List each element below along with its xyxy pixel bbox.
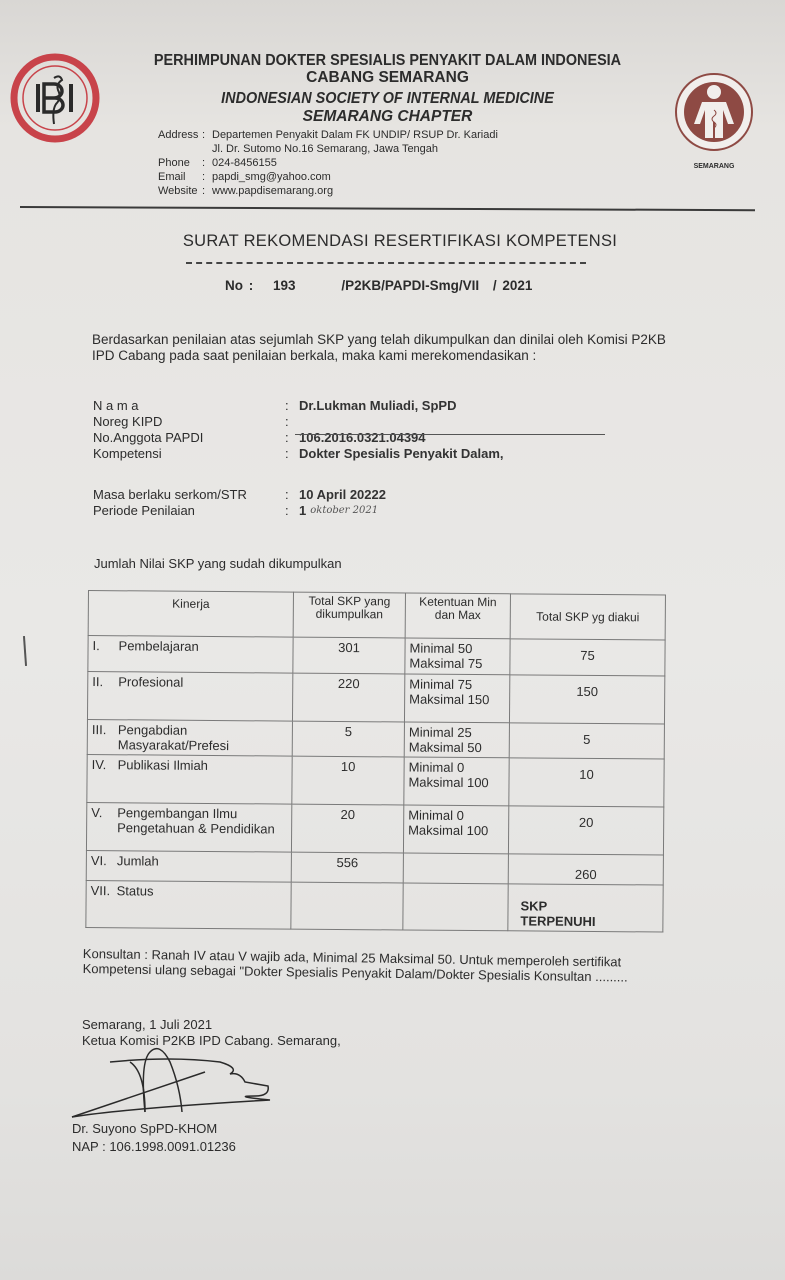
field-label: Periode Penilaian	[93, 503, 195, 518]
field-label: No.Anggota PAPDI	[93, 430, 204, 445]
kinerja-cell	[87, 672, 292, 722]
papdi-logo	[668, 70, 760, 170]
field-separator: :	[285, 414, 289, 429]
status-value: SKP TERPENUHI	[520, 898, 596, 929]
diakui-cell	[508, 806, 663, 855]
kinerja-label: Pengembangan Ilmu Pengetahuan & Pendidikan	[117, 805, 275, 837]
number-year: / 2021	[492, 278, 533, 293]
row-number: I.	[92, 638, 100, 654]
papdi-logo-caption: SEMARANG	[693, 163, 735, 170]
noreg-underline	[295, 434, 605, 435]
contact-website	[158, 184, 498, 198]
document-number	[225, 278, 546, 293]
row-number: V.	[91, 805, 103, 821]
number-value: 193	[273, 278, 296, 293]
handwritten-date: oktober 2021	[310, 505, 379, 516]
contact-label: Address	[158, 129, 199, 141]
header-ketentuan: Ketentuan Min dan Max	[405, 593, 510, 639]
header-diakui: Total SKP yg diakui	[510, 594, 665, 640]
diakui-cell	[510, 639, 665, 676]
ketentuan-cell: Minimal 0 Maksimal 100	[403, 805, 508, 854]
org-branch: CABANG SEMARANG	[306, 69, 469, 86]
row-number: IV.	[91, 757, 107, 773]
kinerja-label: Pembelajaran	[118, 638, 199, 654]
field-label: Kompetensi	[93, 446, 162, 461]
kinerja-cell	[86, 802, 291, 852]
field-masa-berlaku	[93, 487, 386, 503]
field-separator: :	[285, 430, 289, 445]
field-label: Masa berlaku serkom/STR	[93, 487, 247, 502]
row-number: III.	[91, 722, 107, 738]
margin-pen-mark	[23, 636, 27, 666]
field-separator: :	[285, 503, 289, 518]
ketentuan-cell	[403, 853, 508, 884]
signer-position: Ketua Komisi P2KB IPD Cabang. Semarang,	[82, 1033, 341, 1048]
contact-separator: :	[202, 129, 206, 141]
table-caption: Jumlah Nilai SKP yang sudah dikumpulkan	[94, 556, 342, 571]
row-number: II.	[92, 674, 104, 690]
row-number: VII.	[90, 883, 111, 899]
field-value: 106.2016.0321.04394	[299, 430, 426, 445]
contact-separator: :	[202, 157, 206, 169]
table-row	[87, 672, 664, 725]
table-row-status	[86, 880, 663, 932]
ketentuan-cell: Minimal 0 Maksimal 100	[404, 757, 509, 806]
total-cell: 220	[292, 673, 404, 722]
contact-label	[158, 142, 202, 156]
table-row	[87, 719, 664, 759]
header-kinerja: Kinerja	[88, 591, 293, 638]
total-cell: 301	[293, 637, 405, 674]
field-label: N a m a	[93, 398, 139, 413]
contact-value: papdi_smg@yahoo.com	[212, 171, 331, 183]
papdi-emblem-icon	[668, 70, 760, 156]
contact-label: Website	[158, 185, 198, 197]
signer-name: Dr. Suyono SpPD-KHOM	[72, 1121, 218, 1136]
contact-value: Departemen Penyakit Dalam FK UNDIP/ RSUP Dr. Kariadi	[212, 129, 498, 141]
contact-separator: :	[202, 185, 206, 197]
place-date: Semarang, 1 Juli 2021	[82, 1017, 213, 1032]
diakui-value: 10	[579, 766, 594, 782]
validity-fields	[93, 487, 386, 519]
kinerja-cell	[87, 754, 292, 804]
org-name-english: INDONESIAN SOCIETY OF INTERNAL MEDICINE	[221, 90, 554, 107]
idbi-logo-icon	[10, 52, 100, 144]
signer-nap: NAP : 106.1998.0091.01236	[72, 1139, 236, 1154]
contact-value: 024-8456155	[212, 157, 277, 169]
contact-value: www.papdisemarang.org	[212, 185, 334, 197]
signer-block	[72, 1120, 236, 1156]
ketentuan-cell: Minimal 75 Maksimal 150	[404, 674, 509, 723]
identity-fields	[93, 398, 503, 462]
field-value: 1	[299, 503, 307, 518]
diakui-cell	[509, 675, 664, 724]
row-number: VI.	[90, 853, 107, 869]
diakui-cell	[509, 723, 664, 759]
kinerja-cell	[87, 719, 292, 756]
contact-email	[158, 170, 498, 184]
kinerja-cell	[86, 880, 291, 929]
diakui-value: 75	[580, 647, 595, 663]
field-separator: :	[285, 487, 289, 502]
kinerja-label: Pengabdian Masyarakat/Prefesi	[117, 722, 230, 754]
table-row	[87, 754, 664, 807]
field-value: Dr.Lukman Muliadi, SpPD	[299, 398, 457, 413]
total-cell: 20	[291, 804, 403, 853]
handwritten-signature-icon	[70, 1042, 290, 1122]
field-kompetensi	[93, 446, 503, 462]
table-row	[86, 802, 663, 855]
contact-separator	[202, 142, 212, 156]
kinerja-cell	[86, 850, 291, 882]
table-header-row	[88, 591, 665, 641]
title-dashed-rule	[186, 262, 586, 264]
contact-label: Phone	[158, 157, 190, 169]
kinerja-label: Profesional	[118, 674, 184, 690]
document-title: SURAT REKOMENDASI RESERTIFIKASI KOMPETENSI	[182, 232, 618, 250]
field-value: 10 April 20222	[299, 487, 386, 502]
intro-paragraph: Berdasarkan penilaian atas sejumlah SKP yang telah dikumpulkan dan dinilai oleh Komisi P2KB IPD Cabang pada saat penilaian berkala, maka kami merekomendasikan :	[92, 332, 666, 363]
diakui-cell	[508, 854, 663, 885]
ketentuan-cell: Minimal 50 Maksimal 75	[405, 638, 510, 675]
field-periode-penilaian	[93, 503, 386, 519]
field-nama	[93, 398, 503, 414]
diakui-cell	[509, 758, 664, 807]
field-label: Noreg KIPD	[93, 414, 163, 429]
total-cell: 5	[292, 721, 404, 757]
field-value: Dokter Spesialis Penyakit Dalam,	[299, 446, 504, 461]
org-chapter: SEMARANG CHAPTER	[302, 108, 473, 125]
kinerja-cell	[88, 636, 293, 674]
org-name: PERHIMPUNAN DOKTER SPESIALIS PENYAKIT DALAM INDONESIA	[153, 52, 622, 69]
number-label: No :	[225, 278, 254, 293]
kinerja-label: Jumlah	[116, 853, 159, 869]
kinerja-label: Publikasi Ilmiah	[117, 757, 209, 773]
status-cell	[508, 884, 663, 932]
field-separator: :	[285, 398, 289, 413]
ketentuan-cell	[403, 883, 508, 931]
total-cell	[291, 882, 403, 930]
diakui-value: 260	[574, 866, 597, 883]
contact-separator: :	[202, 171, 206, 183]
diakui-value: 5	[583, 731, 591, 747]
field-noreg-kipd	[93, 414, 503, 430]
total-cell: 10	[292, 756, 404, 805]
field-separator: :	[285, 446, 289, 461]
ketentuan-cell: Minimal 25 Maksimal 50	[404, 722, 509, 758]
contact-block	[158, 128, 498, 198]
table-row-total	[86, 850, 663, 885]
field-no-anggota	[93, 430, 503, 446]
contact-value: Jl. Dr. Sutomo No.16 Semarang, Jawa Tengah	[212, 143, 439, 155]
kinerja-label: Status	[116, 883, 154, 899]
header-total-skp: Total SKP yang dikumpulkan	[293, 592, 405, 638]
contact-address	[158, 128, 498, 142]
contact-phone	[158, 156, 498, 170]
diakui-value: 150	[576, 683, 599, 700]
header-divider	[20, 206, 755, 211]
consultant-note: Konsultan : Ranah IV atau V wajib ada, Minimal 25 Maksimal 50. Untuk memperoleh sertifikat Kompetensi ulang sebagai "Dokter Spesialis Penyakit Dalam/Dokter Spesialis Konsultan .........	[82, 946, 628, 985]
contact-label: Email	[158, 171, 186, 183]
number-suffix: /P2KB/PAPDI-Smg/VII	[341, 278, 480, 293]
diakui-value: 20	[578, 814, 594, 830]
skp-table	[85, 590, 666, 933]
total-cell: 556	[291, 852, 403, 883]
table-row	[88, 636, 665, 677]
contact-address-line2	[158, 142, 498, 156]
